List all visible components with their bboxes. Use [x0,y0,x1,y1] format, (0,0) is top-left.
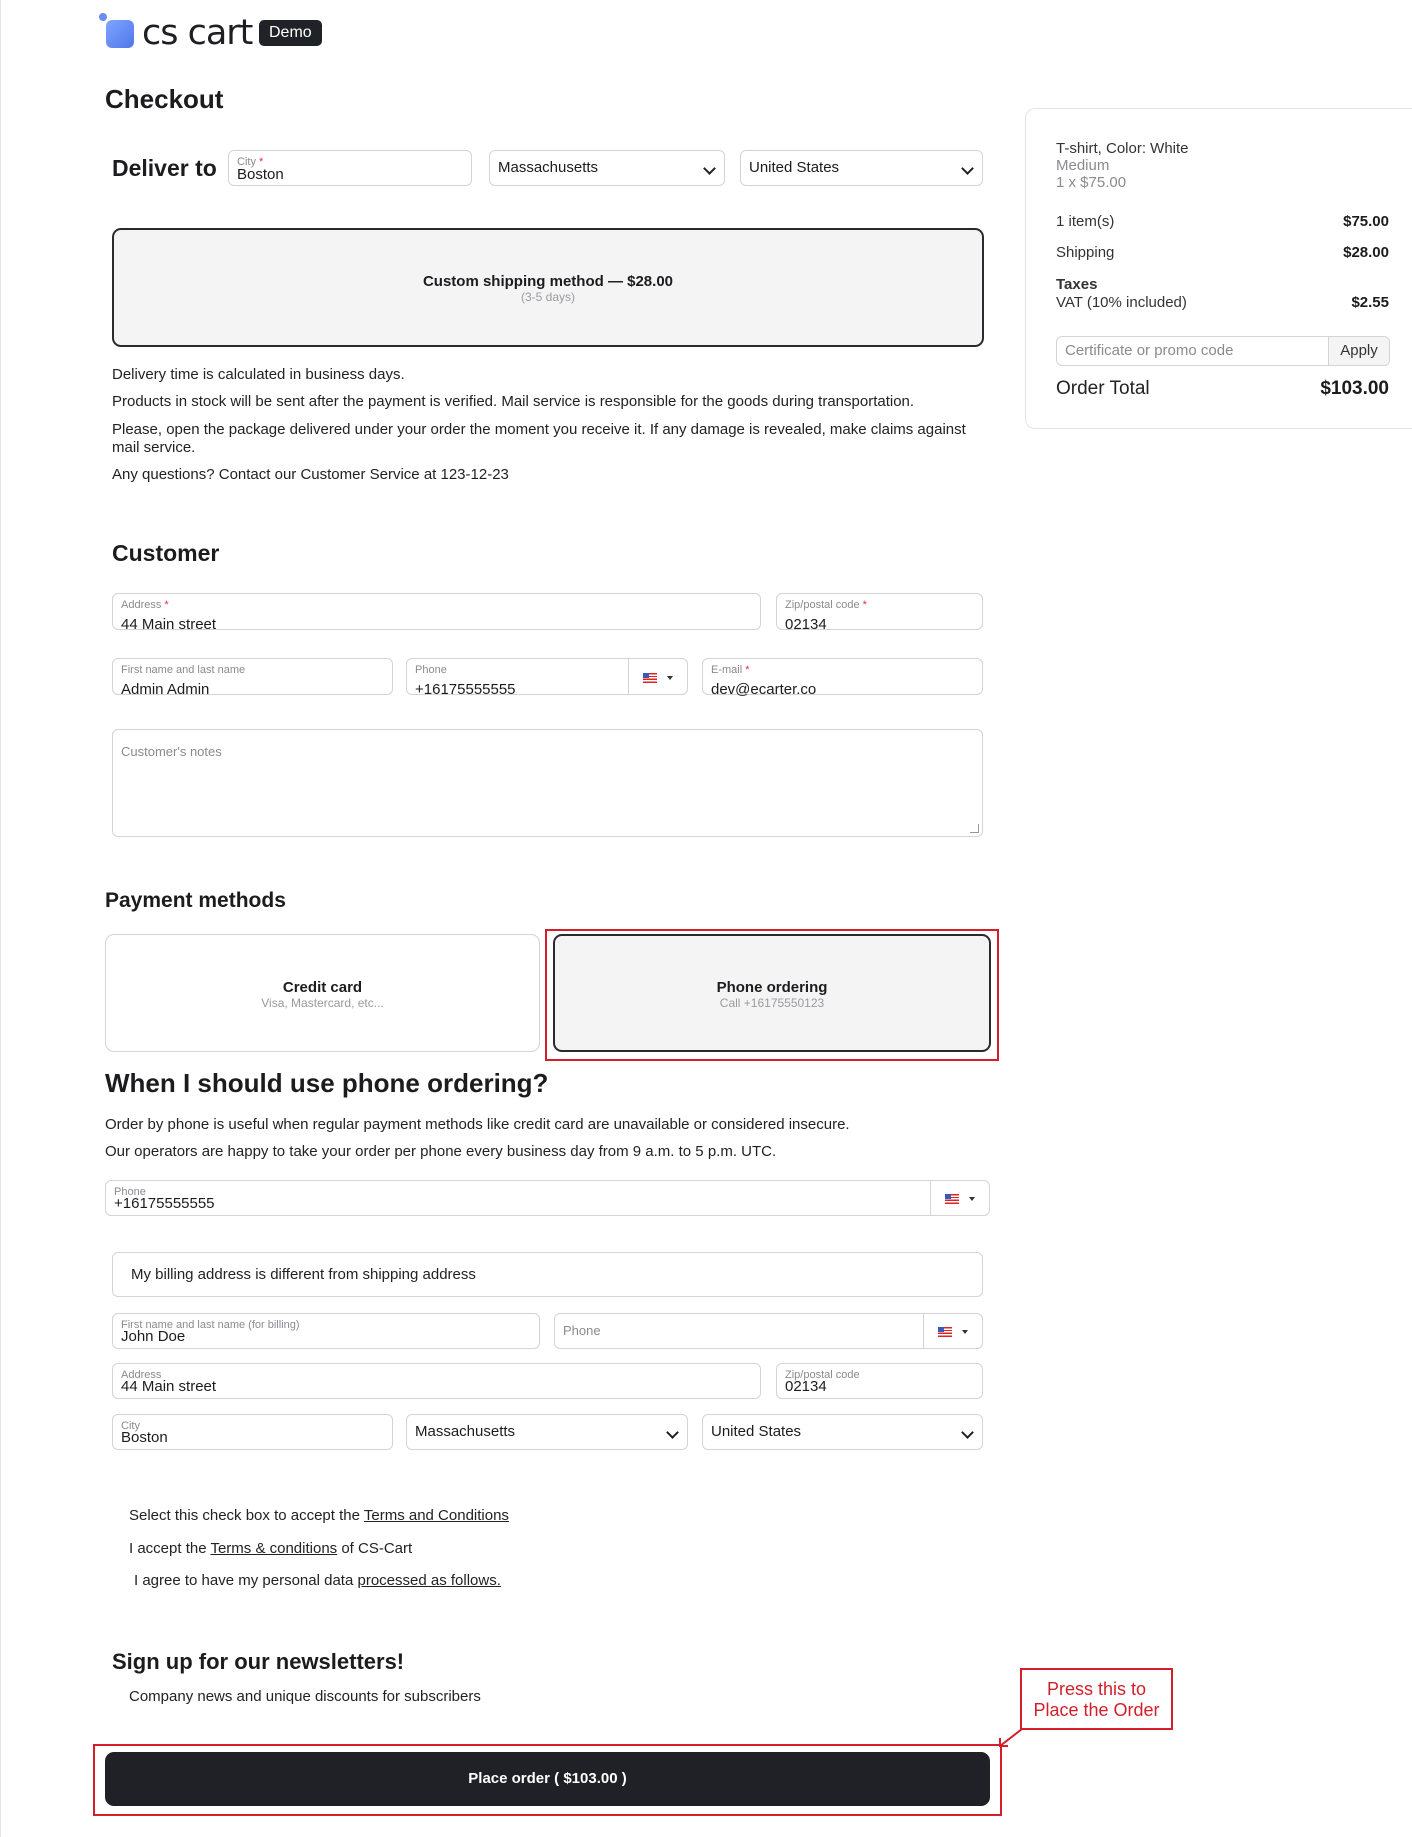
billing-different-label: My billing address is different from shipping address [131,1266,476,1283]
terms3-text: I agree to have my personal data [134,1572,358,1589]
deliver-to-title: Deliver to [112,155,217,181]
shipping-note-4: Any questions? Contact our Customer Service at 123-12-23 [112,466,509,483]
product-name[interactable]: T-shirt, Color: White [1056,140,1189,157]
billing-state-select[interactable] [406,1414,688,1450]
payment-credit-card[interactable] [105,934,540,1052]
billing-zip-label: Zip/postal code [785,1369,860,1381]
payment-methods-title: Payment methods [105,889,286,912]
billing-address-field[interactable] [112,1363,761,1399]
promo-code-placeholder: Certificate or promo code [1065,342,1234,359]
product-option: Medium [1056,157,1110,174]
caret-down-icon [969,1197,975,1201]
country-value: United States [749,159,840,176]
shipping-label: Shipping [1056,244,1115,261]
place-order-callout [1020,1668,1173,1730]
us-flag-icon [945,1194,959,1204]
phone-label: Phone [415,664,447,676]
billing-country-select[interactable] [702,1414,983,1450]
address-value: 44 Main street [121,616,217,633]
items-label: 1 item(s) [1056,213,1115,230]
shipping-method-option[interactable] [112,228,984,347]
resize-handle-icon[interactable] [970,824,979,833]
zip-field[interactable]: Zip/postal code * 02134 [776,593,983,630]
us-flag-icon [643,673,657,683]
personal-data-checkbox-label [134,1572,501,1589]
logo-dot-icon [99,13,107,21]
logo-text[interactable]: cs cart [142,13,253,53]
email-value: dev@ecarter.co [711,681,817,698]
demo-badge: Demo [259,20,322,46]
shipping-method-days: (3-5 days) [520,290,576,304]
email-label: E-mail [711,664,743,676]
zip-label: Zip/postal code [785,599,860,611]
state-value: Massachusetts [498,159,599,176]
apply-promo-button[interactable]: Apply [1328,337,1389,365]
country-code-dropdown[interactable] [923,1314,982,1348]
terms2-suffix: of CS-Cart [337,1540,413,1557]
phone-ordering-info-1: Order by phone is useful when regular payment methods like credit card are unavailable or considered insecure. [105,1116,850,1133]
country-code-dropdown[interactable] [628,659,687,694]
callout-line-2: Place the Order [1033,1700,1160,1720]
customer-notes-textarea[interactable] [112,729,983,837]
chevron-down-icon [961,162,974,175]
payment-phone-field[interactable] [105,1180,990,1216]
billing-zip-field[interactable] [776,1363,983,1399]
vat-value: $2.55 [1351,294,1389,311]
phone-ordering-subtitle: Call +16175550123 [719,996,825,1010]
credit-card-subtitle: Visa, Mastercard, etc... [261,996,384,1010]
terms1-text: Select this check box to accept the [129,1507,364,1524]
billing-address-value: 44 Main street [121,1378,217,1395]
order-summary-panel [1025,108,1412,429]
vat-label: VAT (10% included) [1056,294,1187,311]
city-label: City [237,156,256,168]
chevron-down-icon [961,1426,974,1439]
payment-phone-value: +16175555555 [114,1195,215,1212]
billing-country-value: United States [711,1423,802,1440]
phone-ordering-info-title: When I should use phone ordering? [105,1068,549,1098]
caret-down-icon [962,1330,968,1334]
customer-title: Customer [112,540,220,566]
payment-phone-label: Phone [114,1186,146,1198]
name-field[interactable] [112,658,393,698]
billing-different-toggle[interactable] [112,1252,983,1297]
country-code-dropdown[interactable] [930,1181,989,1215]
newsletter-title: Sign up for our newsletters! [112,1649,405,1674]
state-select[interactable] [489,150,725,186]
cscart-terms-link[interactable]: Terms & conditions [210,1540,338,1557]
phone-value: +16175555555 [415,681,516,698]
callout-line-1: Press this to [1046,1679,1147,1699]
cscart-terms-checkbox-label [129,1540,412,1557]
phone-field[interactable] [406,658,688,698]
logo-icon [106,20,134,48]
payment-phone-ordering[interactable] [553,934,991,1052]
credit-card-title: Credit card [282,979,363,996]
shipping-method-title: Custom shipping method — $28.00 [422,273,674,290]
billing-state-value: Massachusetts [415,1423,516,1440]
terms-checkbox-label [129,1507,509,1524]
chevron-down-icon [703,162,716,175]
personal-data-link[interactable]: processed as follows. [357,1572,501,1589]
terms-and-conditions-link[interactable]: Terms and Conditions [363,1507,509,1524]
product-qty-price: 1 x $75.00 [1056,174,1127,191]
items-value: $75.00 [1343,213,1389,230]
phone-ordering-info-2: Our operators are happy to take your order per phone every business day from 9 a.m. to 5 p.m. UTC. [105,1143,777,1160]
billing-city-field[interactable] [112,1414,393,1450]
shipping-note-2: Products in stock will be sent after the payment is verified. Mail service is responsible for the goods during transportation. [112,393,915,410]
billing-address-label: Address [121,1369,162,1381]
phone-ordering-title: Phone ordering [716,979,828,996]
caret-down-icon [667,676,673,680]
promo-code-input[interactable] [1056,336,1390,366]
billing-city-value: Boston [121,1429,168,1446]
country-select[interactable] [740,150,983,186]
billing-zip-value: 02134 [785,1378,827,1395]
name-label: First name and last name [121,664,246,676]
us-flag-icon [938,1327,952,1337]
taxes-label: Taxes [1056,276,1098,293]
order-total-value: $103.00 [1320,378,1389,399]
place-order-button[interactable]: Place order ( $103.00 ) [105,1752,990,1806]
email-field[interactable]: E-mail * dev@ecarter.co [702,658,983,695]
page-title: Checkout [105,84,224,114]
billing-city-label: City [121,1420,140,1432]
newsletter-option-label: Company news and unique discounts for subscribers [129,1688,481,1705]
zip-value: 02134 [785,616,827,633]
billing-name-field[interactable] [112,1313,540,1349]
address-label: Address [121,599,162,611]
order-total-label: Order Total [1056,378,1150,399]
city-field[interactable]: City * Boston [228,150,472,186]
shipping-note-3: Please, open the package delivered under your order the moment you receive it. If any damage is revealed, make claims against mail service. [112,421,966,456]
shipping-value: $28.00 [1343,244,1389,261]
chevron-down-icon [666,1426,679,1439]
billing-name-label: First name and last name (for billing) [121,1319,300,1331]
billing-phone-field[interactable] [554,1313,983,1349]
address-field[interactable]: Address * 44 Main street [112,593,761,630]
terms2-text: I accept the [129,1540,211,1557]
billing-name-value: John Doe [121,1328,186,1345]
name-value: Admin Admin [121,681,210,698]
city-value: Boston [237,166,284,183]
billing-phone-placeholder: Phone [563,1323,601,1338]
customer-notes-placeholder: Customer's notes [121,744,222,759]
shipping-note-1: Delivery time is calculated in business days. [112,366,405,383]
